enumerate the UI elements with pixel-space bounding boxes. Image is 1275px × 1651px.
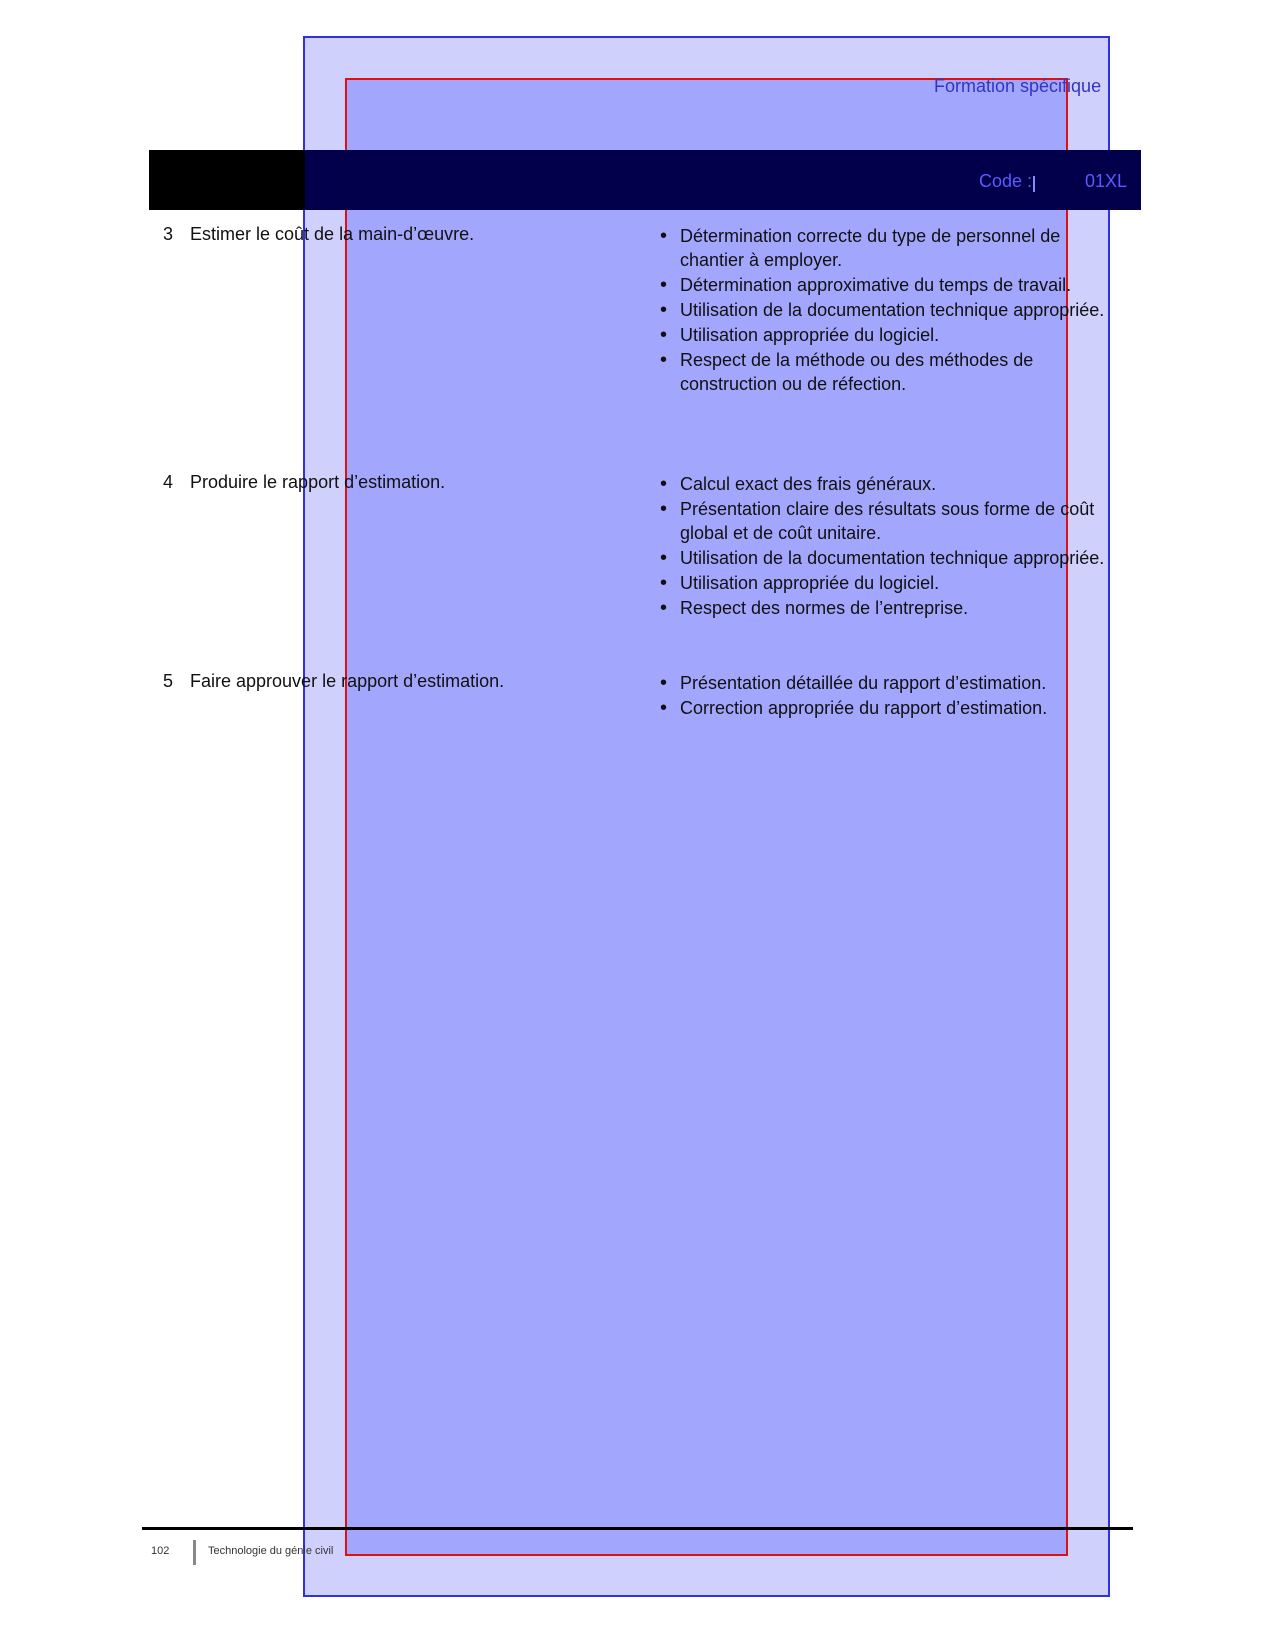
criteria-item: • Détermination correcte du type de personnel de chantier à employer. (658, 224, 1128, 272)
criteria-item: • Présentation claire des résultats sous forme de coût global et de coût unitaire. (658, 497, 1128, 545)
criteria-item: • Utilisation de la documentation technique appropriée. (658, 546, 1128, 570)
criteria-item: • Respect des normes de l’entreprise. (658, 596, 1128, 620)
criteria-item: • Présentation détaillée du rapport d’estimation. (658, 671, 1128, 695)
task-number: 5 (163, 671, 174, 691)
code-label: Code : (979, 171, 1033, 191)
criteria-item: • Respect de la méthode ou des méthodes de construction ou de réfection. (658, 348, 1128, 396)
criteria-item: • Utilisation appropriée du logiciel. (658, 571, 1128, 595)
task-text: Produire le rapport d’estimation. (190, 472, 446, 492)
criteria-list (658, 671, 1128, 721)
criteria-list (658, 472, 1128, 621)
task-text: Estimer le coût de la main-d’œuvre. (190, 224, 475, 244)
task-number: 3 (163, 224, 174, 244)
task-text: Faire approuver le rapport d’estimation. (190, 671, 505, 691)
footer-page-number: 102 (151, 1545, 170, 1557)
code-separator (1033, 176, 1035, 192)
footer-separator (193, 1540, 196, 1565)
task-statement (163, 472, 445, 493)
task-statement (163, 224, 474, 245)
footer-document-title: Technologie du génie civil (208, 1545, 334, 1557)
criteria-item: • Calcul exact des frais généraux. (658, 472, 1128, 496)
criteria-item: • Correction appropriée du rapport d’estimation. (658, 696, 1128, 720)
section-header: Formation spécifique (934, 76, 1102, 96)
criteria-item: • Détermination approximative du temps de travail. (658, 273, 1128, 297)
footer-rule (142, 1527, 1133, 1530)
criteria-list (658, 224, 1128, 397)
criteria-item: • Utilisation de la documentation technique appropriée. (658, 298, 1128, 322)
code-value: 01XL (1085, 171, 1128, 191)
task-statement (163, 671, 504, 692)
criteria-item: • Utilisation appropriée du logiciel. (658, 323, 1128, 347)
task-number: 4 (163, 472, 174, 492)
